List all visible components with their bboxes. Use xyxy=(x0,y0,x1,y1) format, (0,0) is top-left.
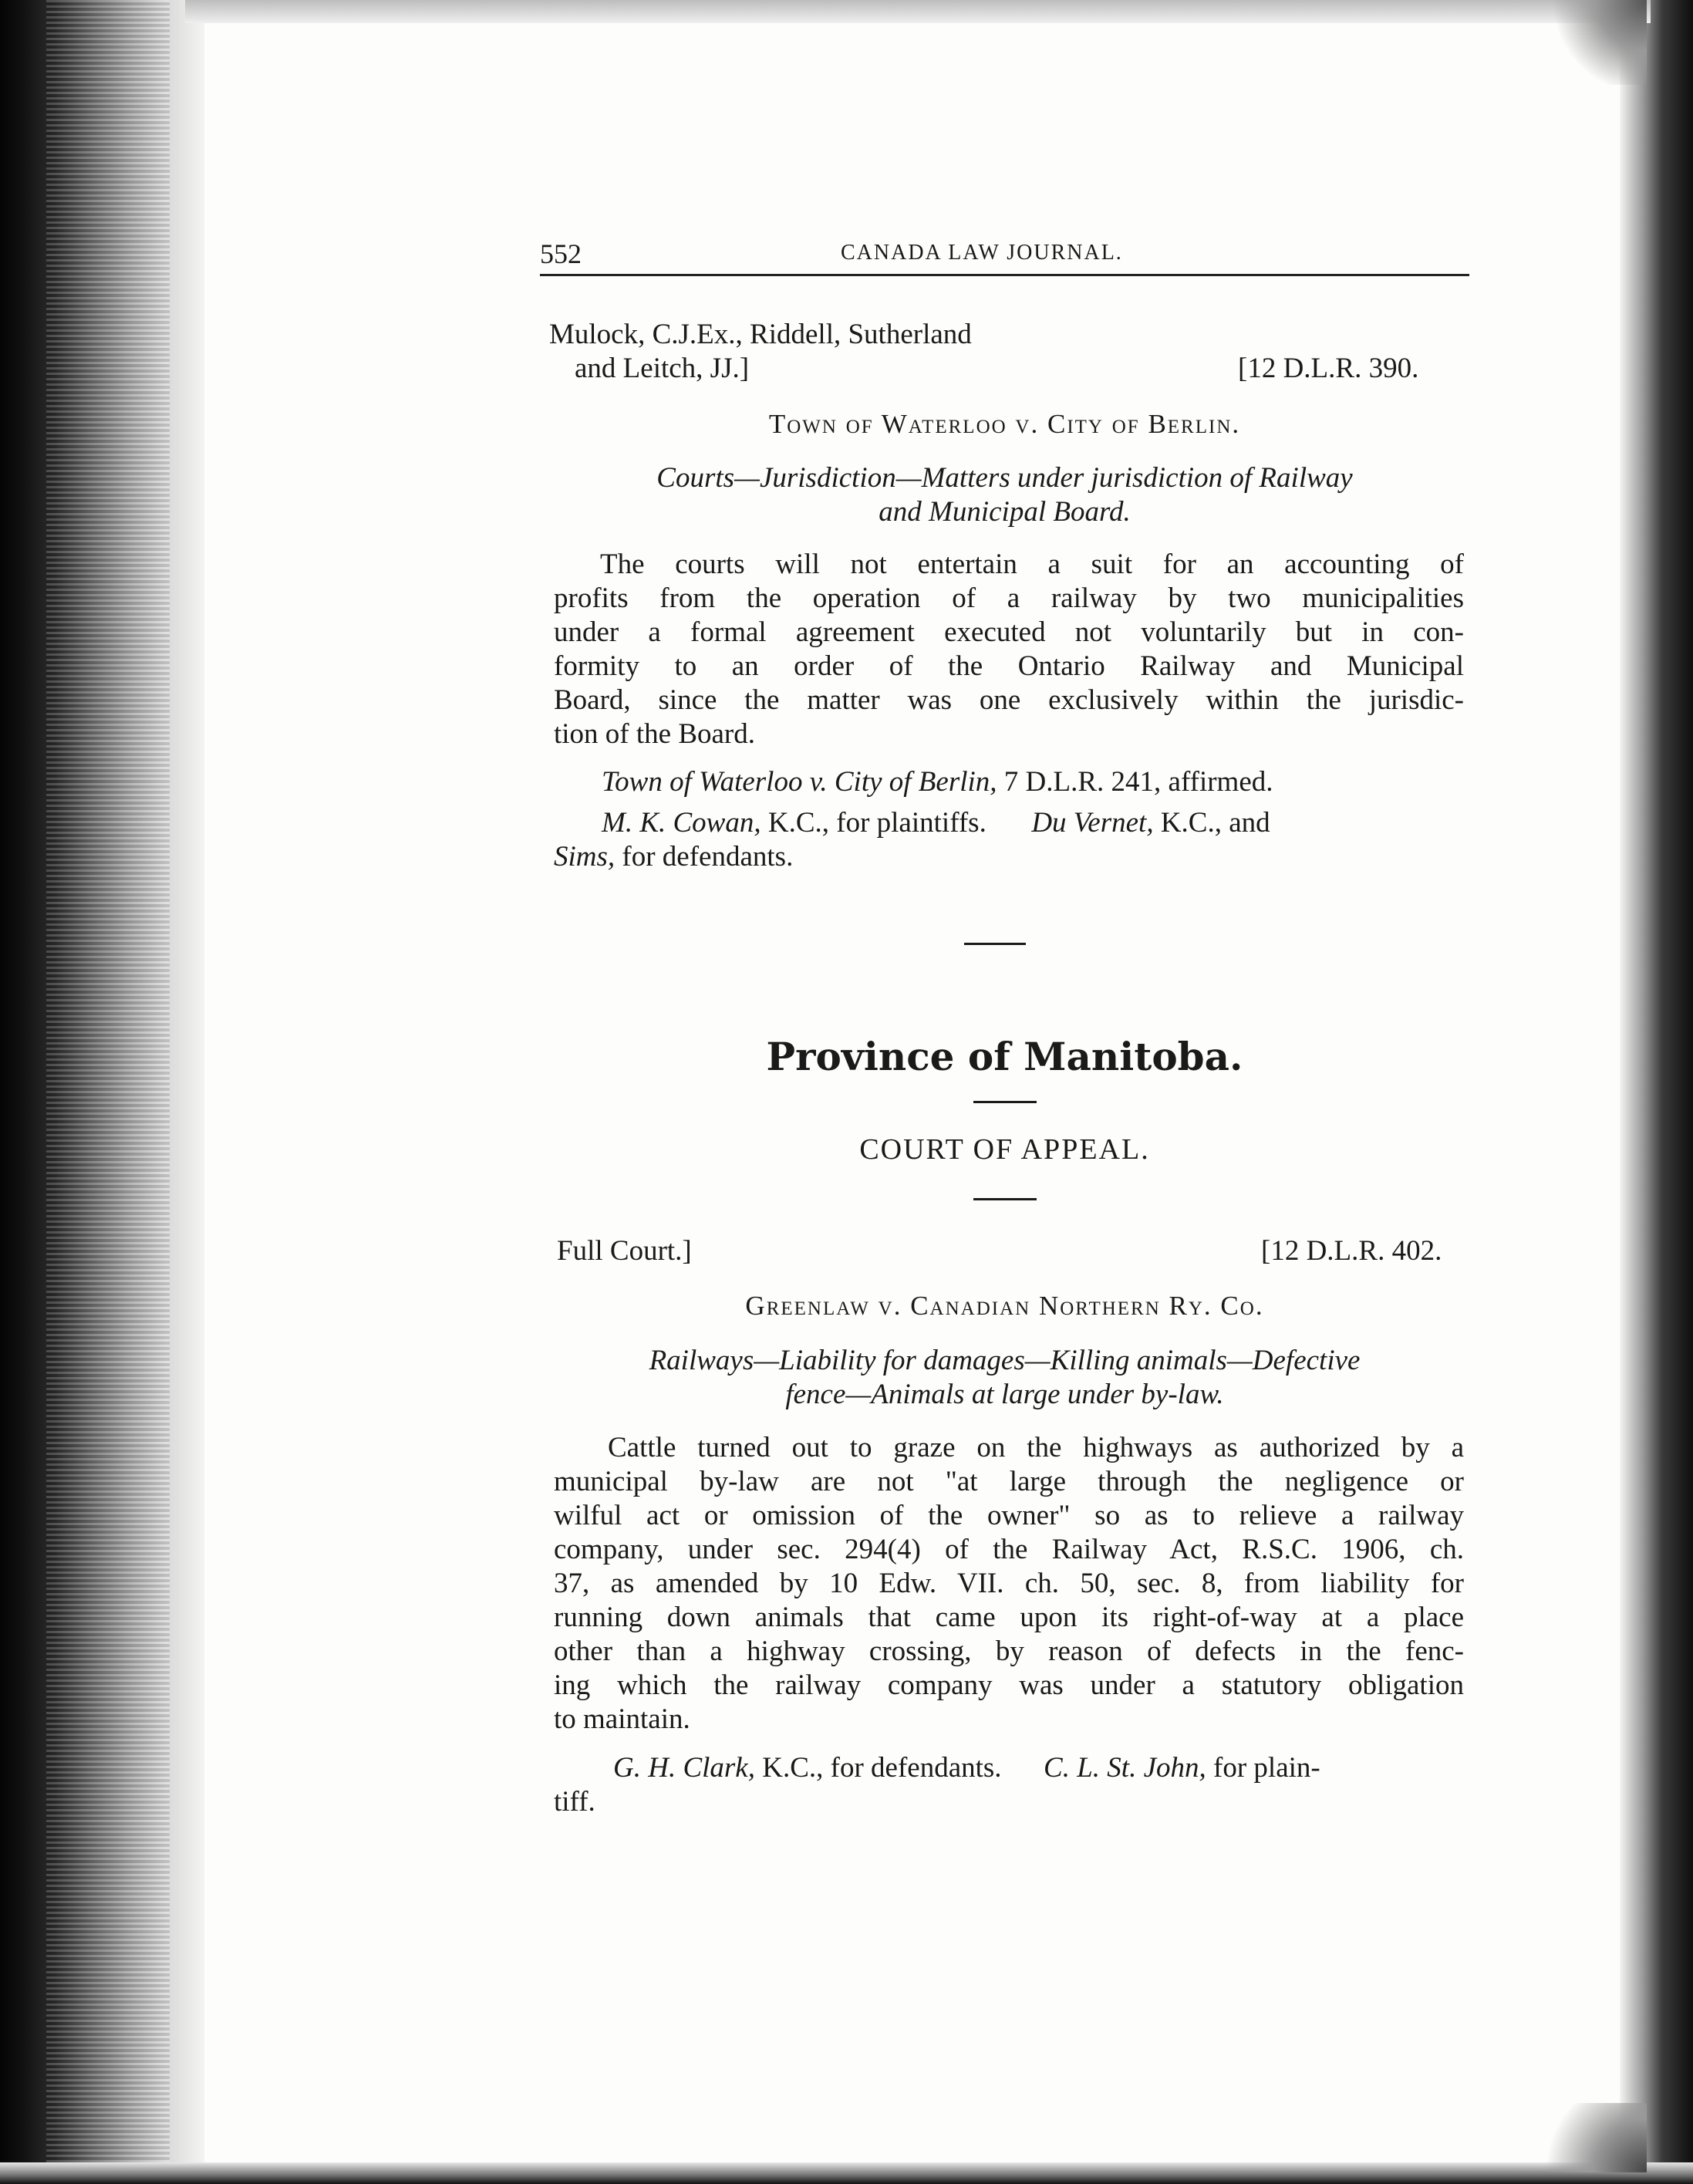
counsel-name: Du Vernet, xyxy=(1031,807,1154,839)
case1-counsel-line2 xyxy=(554,840,793,874)
top-page-edge xyxy=(185,0,1651,23)
book-binding-shadow xyxy=(0,0,204,2184)
case1-affirmed-text: 7 D.L.R. 241, affirmed. xyxy=(997,766,1273,798)
corner-smudge-bottom-right xyxy=(1531,2103,1647,2172)
case2-body-line: municipal by-law are not "at large through the negligence or xyxy=(554,1466,1464,1497)
case2-counsel-tail: tiff. xyxy=(554,1786,595,1818)
case2-body-last: to maintain. xyxy=(554,1703,690,1735)
page-number: 552 xyxy=(540,238,582,269)
case2-bench: Full Court.] xyxy=(557,1235,692,1267)
case1-counsel-line xyxy=(602,806,1270,840)
case2-body-line: 37, as amended by 10 Edw. VII. ch. 50, sec. 8, from liability for xyxy=(554,1568,1464,1599)
case2-body-line: other than a highway crossing, by reason of defects in the fenc- xyxy=(554,1635,1464,1667)
counsel-name: M. K. Cowan, xyxy=(602,807,761,839)
case2-title: Greenlaw v. Canadian Northern Ry. Co. xyxy=(745,1291,1264,1321)
case1-body-line: under a formal agreement executed not voluntarily but in con- xyxy=(554,616,1464,648)
counsel-text: for defendants. xyxy=(615,841,794,873)
case1-body-last: tion of the Board. xyxy=(554,718,756,750)
counsel-text: K.C., for plaintiffs. xyxy=(761,807,986,839)
case2-citation: [12 D.L.R. 402. xyxy=(1261,1235,1442,1267)
counsel-name: G. H. Clark, xyxy=(613,1752,755,1784)
case1-title: Town of Waterloo v. City of Berlin. xyxy=(768,409,1241,439)
case1-judges-line1: Mulock, C.J.Ex., Riddell, Sutherland xyxy=(549,319,972,350)
right-page-edge xyxy=(1620,0,1693,2184)
case2-body-line: running down animals that came upon its right-of-way at a place xyxy=(554,1602,1464,1633)
court-rule xyxy=(973,1198,1037,1200)
case2-body-line: wilful act or omission of the owner" so as to relieve a railway xyxy=(554,1500,1464,1531)
case2-counsel-line xyxy=(613,1751,1320,1785)
case2-body-line: Cattle turned out to graze on the highways as authorized by a xyxy=(608,1432,1464,1463)
case2-headnote-line1: Railways—Liability for damages—Killing animals—Defective xyxy=(649,1345,1361,1376)
case1-body-line: Board, since the matter was one exclusively within the jurisdic- xyxy=(554,684,1464,716)
counsel-text: K.C., for defendants. xyxy=(754,1752,1002,1784)
province-heading: Province of Manitoba. xyxy=(766,1034,1243,1079)
case2-body-line: ing which the railway company was under a statutory obligation xyxy=(554,1669,1464,1701)
case1-body-line: profits from the operation of a railway by two municipalities xyxy=(554,582,1464,614)
section-divider xyxy=(964,943,1026,945)
court-heading: COURT OF APPEAL. xyxy=(859,1133,1150,1166)
journal-title: CANADA LAW JOURNAL. xyxy=(841,241,1123,265)
counsel-name: Sims, xyxy=(554,841,615,873)
case1-headnote-line1: Courts—Jurisdiction—Matters under jurisdiction of Railway xyxy=(656,462,1353,494)
counsel-text: K.C., and xyxy=(1153,807,1270,839)
case2-body-line: company, under sec. 294(4) of the Railway Act, R.S.C. 1906, ch. xyxy=(554,1534,1464,1565)
case1-body-line: formity to an order of the Ontario Railway and Municipal xyxy=(554,650,1464,682)
counsel-text: for plain- xyxy=(1206,1752,1320,1784)
counsel-name: C. L. St. John, xyxy=(1044,1752,1206,1784)
heading-rule xyxy=(973,1101,1037,1103)
case1-headnote-line2: and Municipal Board. xyxy=(879,496,1131,528)
corner-smudge-top-right xyxy=(1554,0,1647,85)
case1-body-line: The courts will not entertain a suit for an accounting of xyxy=(600,549,1464,580)
case2-headnote-line2: fence—Animals at large under by-law. xyxy=(785,1379,1224,1410)
case1-citation: [12 D.L.R. 390. xyxy=(1238,353,1419,384)
case1-judges-line2: and Leitch, JJ.] xyxy=(575,353,750,384)
bottom-page-edge xyxy=(0,2162,1693,2184)
header-rule xyxy=(540,274,1469,276)
case1-affirmed-case: Town of Waterloo v. City of Berlin, xyxy=(602,766,997,798)
running-head xyxy=(540,238,1465,272)
case1-affirmed xyxy=(602,765,1273,799)
